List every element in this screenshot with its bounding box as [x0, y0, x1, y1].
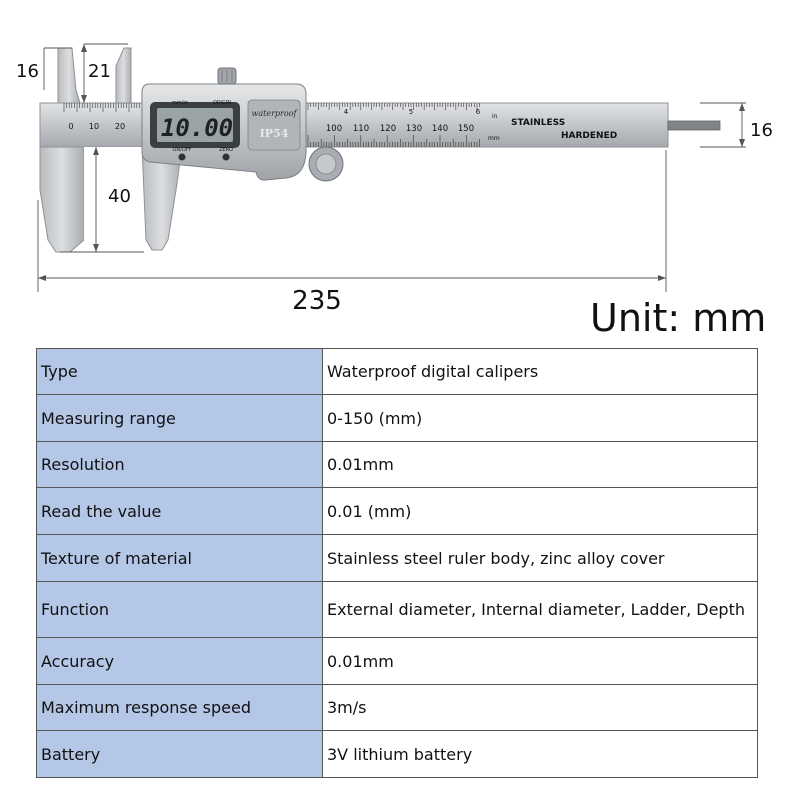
spec-key: Maximum response speed — [37, 685, 323, 731]
unit-toggle-label: mm/in — [172, 100, 188, 106]
inch-label-6: 6 — [475, 108, 481, 116]
fixed-lower-jaw — [40, 147, 84, 252]
unit-label: Unit: mm — [590, 296, 767, 340]
onoff-label: ON/OFF — [172, 147, 192, 153]
spec-key: Read the value — [37, 488, 323, 535]
spec-value: External diameter, Internal diameter, Ladder, Depth — [323, 582, 758, 638]
spec-row-material — [37, 535, 758, 582]
dim-jaw-lower-depth: 40 — [108, 186, 131, 207]
zero-button[interactable] — [223, 154, 230, 161]
spec-key: Texture of material — [37, 535, 323, 582]
caliper-dimension-diagram — [0, 0, 800, 340]
scale-label-110: 110 — [352, 124, 370, 134]
zero-label: ZERO — [219, 147, 233, 153]
moving-upper-jaw — [116, 48, 131, 103]
dim-body-height: 16 — [750, 120, 773, 141]
scale-label-140: 140 — [431, 124, 449, 134]
spec-key: Accuracy — [37, 638, 323, 685]
scale-label-100: 100 — [325, 124, 343, 134]
spec-row-function — [37, 582, 758, 638]
spec-row-speed — [37, 685, 758, 731]
onoff-button[interactable] — [179, 154, 186, 161]
ip-rating-label: IP54 — [259, 127, 289, 140]
hardened-text: HARDENED — [561, 131, 618, 141]
spec-value: 3m/s — [323, 685, 758, 731]
scale-label-20: 20 — [114, 122, 126, 131]
inch-label-5: 5 — [408, 108, 414, 116]
brand-panel — [248, 100, 300, 150]
spec-value: 0.01 (mm) — [323, 488, 758, 535]
spec-row-type — [37, 349, 758, 395]
inch-unit: in — [492, 113, 498, 120]
fixed-upper-jaw — [58, 48, 80, 103]
spec-key: Measuring range — [37, 395, 323, 442]
spec-row-accuracy — [37, 638, 758, 685]
dim-jaw-depth-top: 21 — [88, 61, 111, 82]
spec-table — [36, 348, 758, 778]
inch-label-4: 4 — [343, 108, 349, 116]
spec-key: Type — [37, 349, 323, 395]
stainless-text: STAINLESS — [511, 118, 566, 128]
mm-unit: mm — [488, 135, 500, 142]
dim-jaw-tip-height: 16 — [16, 61, 39, 82]
scale-label-150: 150 — [457, 124, 475, 134]
origin-label: ORIGIN — [213, 100, 231, 106]
scale-label-130: 130 — [405, 124, 423, 134]
spec-row-resolution — [37, 442, 758, 488]
spec-value: 0-150 (mm) — [323, 395, 758, 442]
spec-key: Function — [37, 582, 323, 638]
scale-label-10: 10 — [88, 122, 100, 131]
lcd-reading: 10.00 — [160, 114, 234, 142]
spec-row-read — [37, 488, 758, 535]
spec-value: 3V lithium battery — [323, 731, 758, 778]
spec-value: Waterproof digital calipers — [323, 349, 758, 395]
spec-value: 0.01mm — [323, 442, 758, 488]
spec-value: 0.01mm — [323, 638, 758, 685]
brand-label: waterproof — [251, 109, 297, 118]
scale-label-0: 0 — [68, 122, 74, 131]
spec-value: Stainless steel ruler body, zinc alloy cover — [323, 535, 758, 582]
spec-row-battery — [37, 731, 758, 778]
spec-key: Resolution — [37, 442, 323, 488]
spec-row-range — [37, 395, 758, 442]
depth-rod — [668, 121, 720, 130]
spec-key: Battery — [37, 731, 323, 778]
scale-label-120: 120 — [379, 124, 397, 134]
dim-overall-length: 235 — [292, 286, 342, 316]
